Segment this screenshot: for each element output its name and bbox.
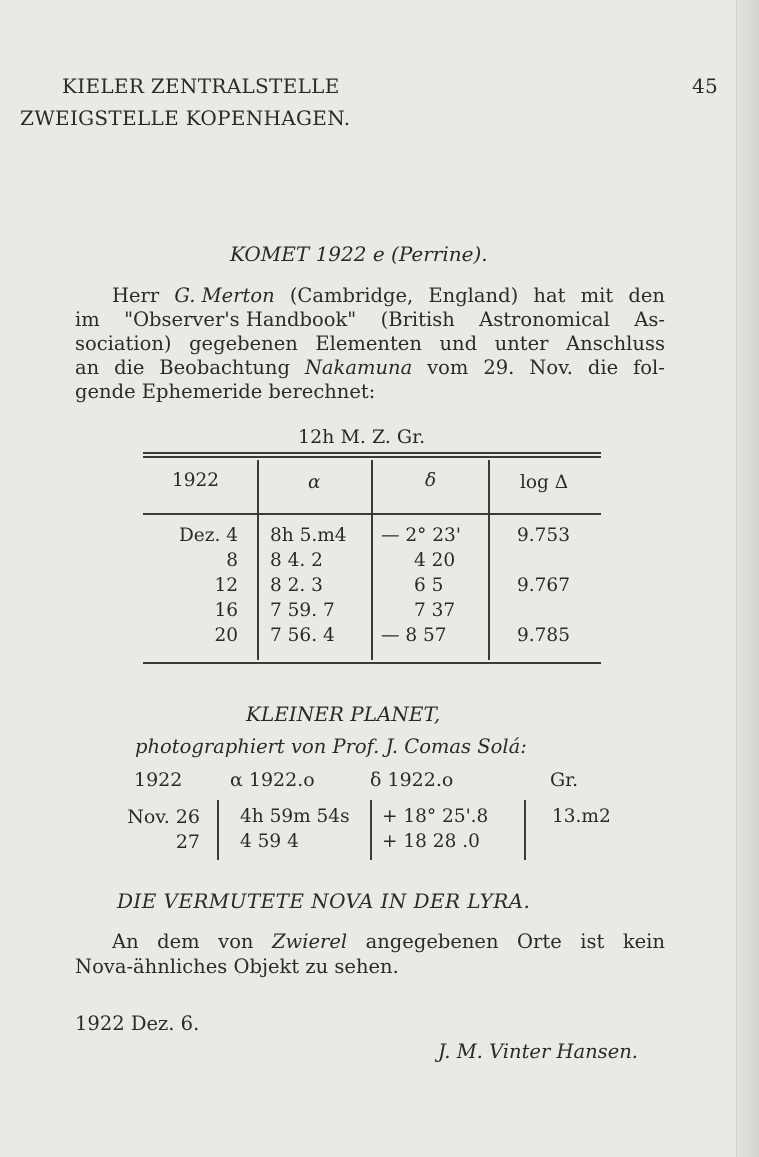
word: ist (580, 930, 605, 953)
word: Elementen (315, 332, 422, 355)
col-header-ra: α (308, 472, 321, 493)
word-name: Zwierel (272, 930, 348, 953)
planet-subtitle: photographiert von Prof. J. Comas Solá: (135, 735, 527, 758)
comet-line-3 (75, 332, 665, 355)
table-col-divider (257, 460, 259, 660)
planet-header-year: 1922 (134, 769, 183, 791)
table-cell-date: 16 (214, 600, 238, 621)
comet-line-1 (112, 284, 665, 307)
nova-title: DIE VERMUTETE NOVA IN DER LYRA. (117, 889, 531, 913)
footer-signature: J. M. Vinter Hansen. (438, 1040, 638, 1063)
word: im (75, 308, 100, 331)
page-edge (736, 0, 759, 1157)
table-cell-dec: — 2° 23' (381, 525, 461, 546)
word: fol- (633, 356, 665, 379)
comet-line-2 (75, 308, 665, 331)
word: und (439, 332, 478, 355)
table-cell-dec: 4 20 (414, 550, 456, 571)
word: von (218, 930, 254, 953)
word: hat (533, 284, 566, 307)
word: Nova-ähnliches Objekt zu sehen. (75, 955, 399, 978)
table-rule-top-2 (143, 456, 601, 458)
comet-title: KOMET 1922 e (Perrine). (230, 242, 488, 266)
word: Nov. (529, 356, 573, 379)
col-header-logd: log Δ (520, 472, 569, 493)
planet-cell-date: Nov. 26 (127, 806, 200, 828)
planet-cell-date: 27 (175, 831, 200, 853)
header-line-2: ZWEIGSTELLE KOPENHAGEN. (20, 106, 351, 130)
table-cell-ra: 8 4. 2 (270, 550, 323, 571)
table-col-divider (371, 460, 373, 660)
word: (British (380, 308, 455, 331)
word-name: Nakamuna (304, 356, 413, 379)
footer-date: 1922 Dez. 6. (75, 1012, 200, 1035)
word: kein (622, 930, 665, 953)
word: vom (427, 356, 469, 379)
table-cell-dec: 7 37 (414, 600, 456, 621)
nova-line-2 (75, 955, 665, 978)
page-number: 45 (692, 74, 719, 98)
col-header-year: 1922 (172, 470, 220, 491)
planet-header-mag: Gr. (550, 769, 579, 791)
table-cell-date: 12 (214, 575, 238, 596)
planet-col-divider (370, 800, 372, 860)
planet-cell-dec: + 18 28 .0 (382, 831, 480, 852)
table-cell-date: Dez. 4 (178, 525, 238, 546)
planet-cell-ra: 4h 59m 54s (240, 806, 350, 827)
word: unter (494, 332, 549, 355)
planet-cell-dec: + 18° 25'.8 (382, 806, 489, 827)
word: Orte (517, 930, 562, 953)
table-cell-ra: 8h 5.m4 (270, 525, 347, 546)
planet-header-ra: α 1922.o (230, 769, 315, 791)
word: As- (634, 308, 665, 331)
word: Anschluss (566, 332, 665, 355)
planet-header-dec: δ 1922.o (370, 769, 454, 791)
table-rule-top (143, 452, 601, 454)
word: gegebenen (189, 332, 298, 355)
table-cell-logd: 9.767 (517, 575, 570, 596)
table-cell-ra: 8 2. 3 (270, 575, 323, 596)
word: gende Ephemeride berechnet: (75, 380, 376, 403)
word: England) (428, 284, 519, 307)
word: dem (157, 930, 200, 953)
header-line-1: KIELER ZENTRALSTELLE (62, 74, 340, 98)
word: die (587, 356, 619, 379)
word: Beobachtung (159, 356, 290, 379)
comet-line-5 (75, 380, 665, 403)
word-name: G. Merton (174, 284, 275, 307)
planet-col-divider (524, 800, 526, 860)
table-cell-logd: 9.753 (517, 525, 570, 546)
table-rule-bottom (143, 662, 601, 664)
table-cell-date: 8 (226, 550, 238, 571)
table-cell-ra: 7 59. 7 (270, 600, 335, 621)
planet-cell-mag: 13.m2 (552, 806, 611, 827)
time-label: 12h M. Z. Gr. (298, 426, 426, 448)
table-cell-dec: 6 5 (414, 575, 444, 596)
word: den (628, 284, 665, 307)
table-col-divider (488, 460, 490, 660)
comet-line-4 (75, 356, 665, 379)
planet-cell-ra: 4 59 4 (240, 831, 299, 852)
word: (Cambridge, (289, 284, 414, 307)
table-cell-logd: 9.785 (517, 625, 570, 646)
table-cell-date: 20 (214, 625, 238, 646)
planet-title: KLEINER PLANET, (246, 702, 441, 726)
word: 29. (483, 356, 515, 379)
word: sociation) (75, 332, 172, 355)
word: angegebenen (365, 930, 499, 953)
table-cell-ra: 7 56. 4 (270, 625, 335, 646)
word: mit (580, 284, 614, 307)
word: "Observer's Handbook" (124, 308, 357, 331)
col-header-dec: δ (425, 470, 437, 491)
word: Astronomical (479, 308, 610, 331)
word: an (75, 356, 100, 379)
word: Herr (112, 284, 160, 307)
word: die (114, 356, 145, 379)
table-cell-dec: — 8 57 (381, 625, 447, 646)
nova-line-1 (112, 930, 665, 953)
word: An (112, 930, 139, 953)
planet-col-divider (217, 800, 219, 860)
